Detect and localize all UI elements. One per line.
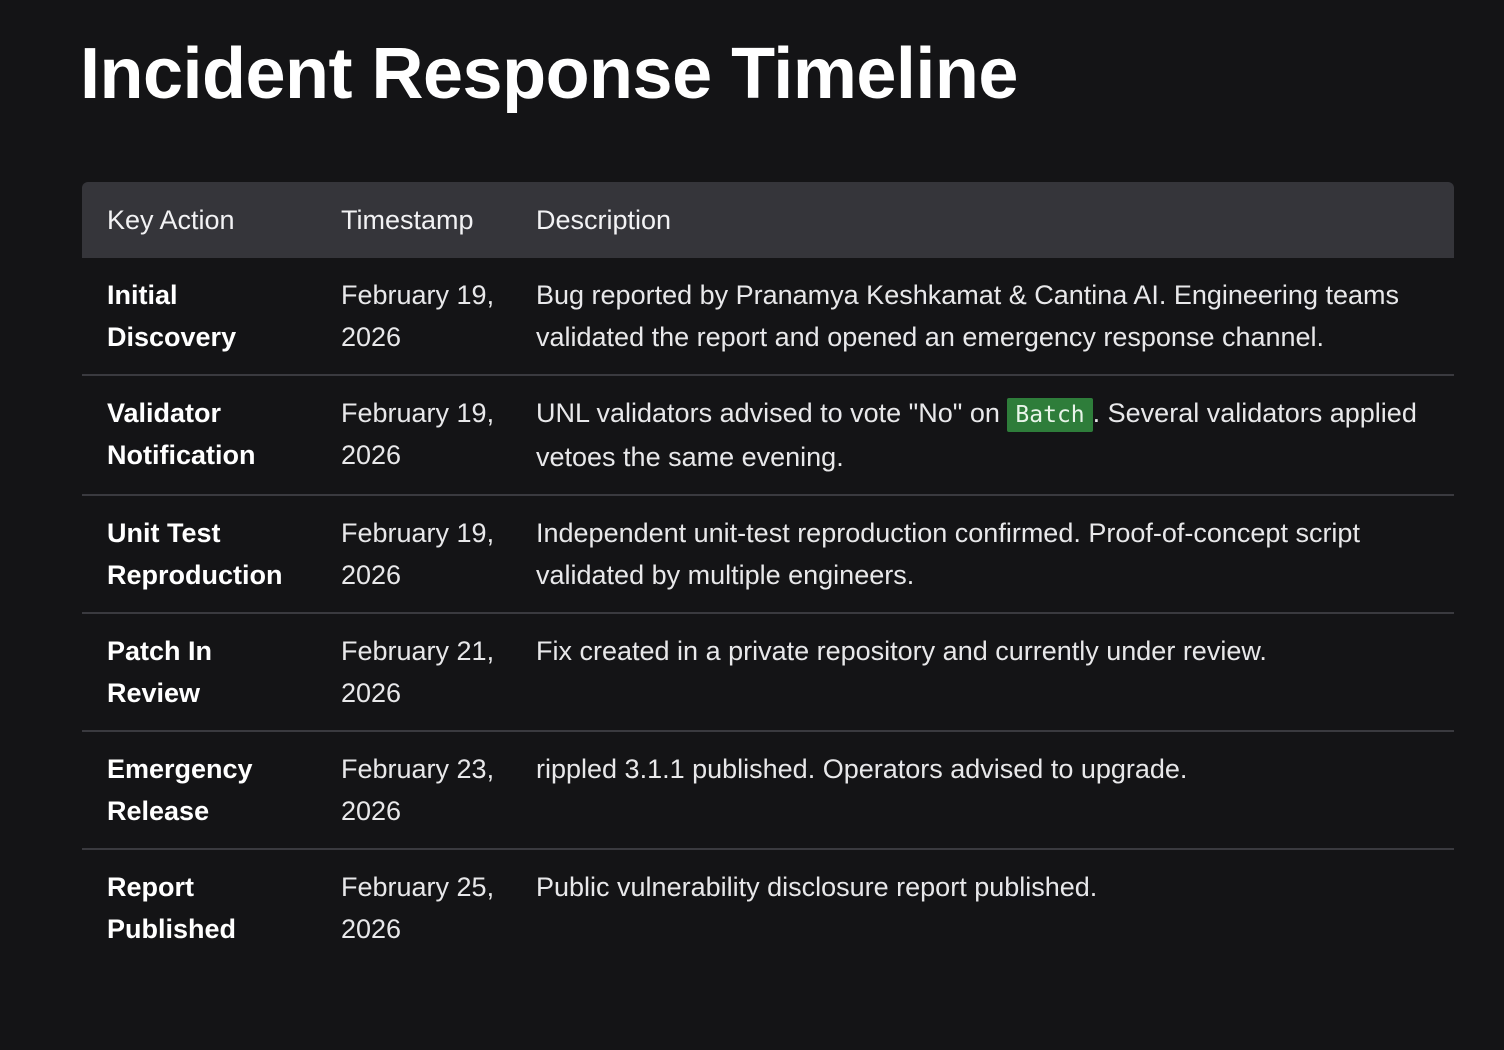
page-title: Incident Response Timeline (80, 34, 1018, 114)
timestamp-cell: February 23, 2026 (341, 754, 495, 826)
timestamp-cell: February 21, 2026 (341, 636, 495, 708)
description-cell: rippled 3.1.1 published. Operators advised to upgrade. (536, 754, 1188, 784)
table-row (82, 495, 1454, 613)
table-header-row (82, 182, 1454, 258)
key-action-cell: Unit Test Reproduction (107, 518, 283, 590)
key-action-cell: Patch In Review (107, 636, 213, 708)
column-header-timestamp: Timestamp (341, 204, 474, 235)
timeline-table-container (82, 182, 1454, 966)
key-action-cell: Emergency Release (107, 754, 253, 826)
table-row (82, 731, 1454, 849)
timestamp-cell: February 19, 2026 (341, 518, 495, 590)
description-cell: Bug reported by Pranamya Keshkamat & Cantina AI. Engineering teams validated the report and opened an emergency response channel. (536, 280, 1399, 352)
key-action-cell: Report Published (107, 872, 237, 944)
key-action-cell: Validator Notification (107, 398, 256, 470)
description-text: . Several validators applied vetoes the same evening. (536, 398, 1417, 472)
inline-code-batch: Batch (1007, 398, 1092, 432)
description-cell (511, 375, 1454, 495)
timeline-table (82, 182, 1454, 966)
table-row (82, 375, 1454, 495)
description-text: UNL validators advised to vote "No" on (536, 398, 1008, 428)
timestamp-cell: February 19, 2026 (341, 398, 495, 470)
table-row (82, 849, 1454, 966)
description-cell: Fix created in a private repository and currently under review. (536, 636, 1267, 666)
timestamp-cell: February 19, 2026 (341, 280, 495, 352)
table-body (82, 258, 1454, 966)
column-header-description: Description (536, 204, 672, 235)
table-header (82, 182, 1454, 258)
column-header-key-action: Key Action (107, 204, 235, 235)
key-action-cell: Initial Discovery (107, 280, 237, 352)
table-row (82, 258, 1454, 375)
table-row (82, 613, 1454, 731)
description-cell: Independent unit-test reproduction confirmed. Proof-of-concept script validated by multiple engineers. (536, 518, 1360, 590)
description-cell: Public vulnerability disclosure report published. (536, 872, 1098, 902)
timestamp-cell: February 25, 2026 (341, 872, 495, 944)
